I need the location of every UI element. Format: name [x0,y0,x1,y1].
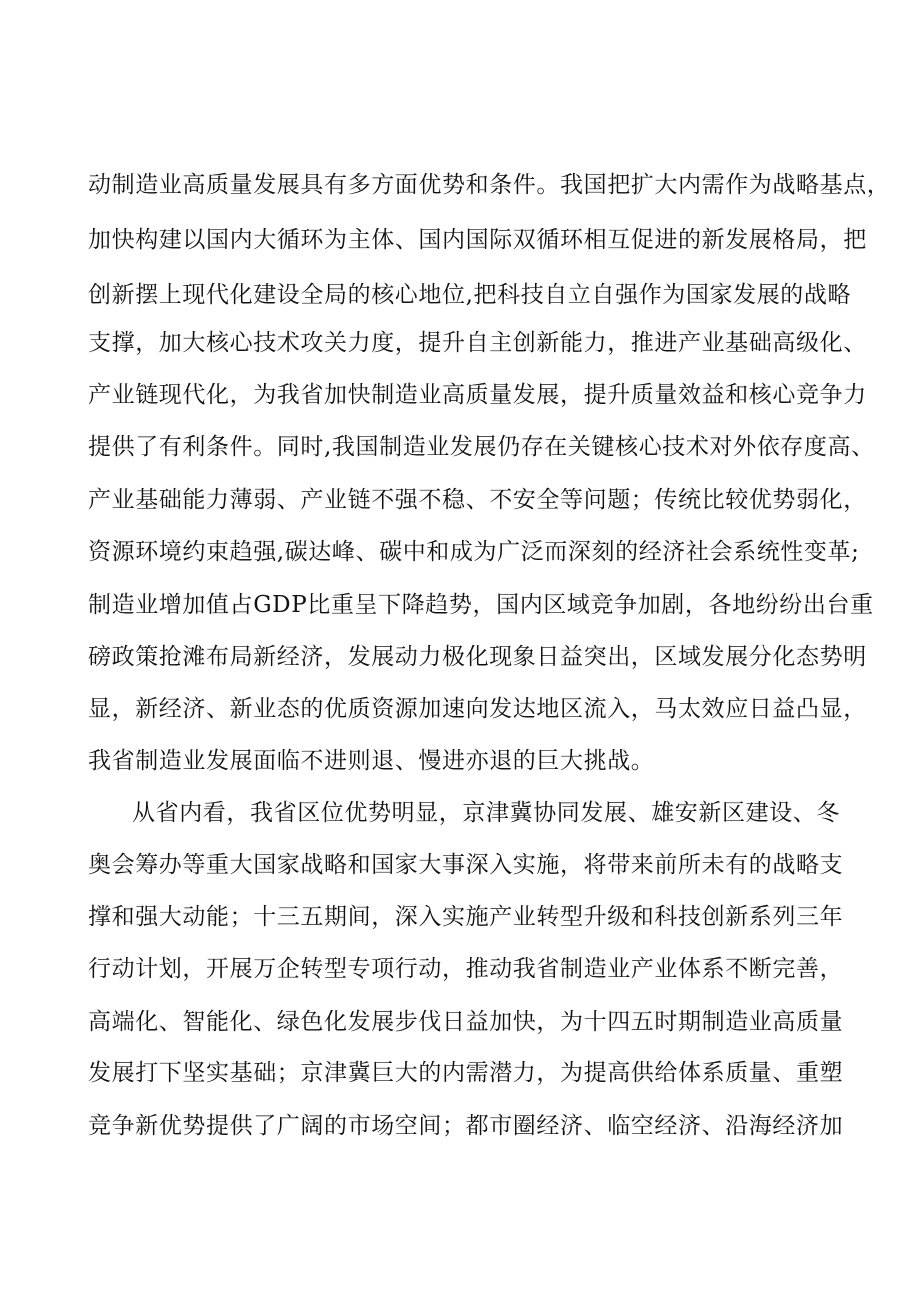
paragraph-1-line-11: 显，新经济、新业态的优质资源加速向发达地区流入，马太效应日益凸显， [88,696,867,722]
paragraph-1-line-4: 支撑，加大核心技术攻关力度，提升自主创新能力，推进产业基础高级化、 [88,330,867,356]
paragraph-1-line-10: 磅政策抢滩布局新经济，发展动力极化现象日益突出，区域发展分化态势明 [88,644,867,670]
paragraph-1-line-6: 提供了有利条件。同时,我国制造业发展仍存在关键核心技术对外依存度高、 [88,434,875,460]
paragraph-2-line-5: 高端化、智能化、绿色化发展步伐日益加快，为十四五时期制造业高质量 [88,1009,844,1035]
paragraph-2-line-6: 发展打下坚实基础；京津冀巨大的内需潜力，为提高供给体系质量、重塑 [88,1060,844,1086]
paragraph-1-line-7: 产业基础能力薄弱、产业链不强不稳、不安全等问题；传统比较优势弱化， [88,487,867,513]
paragraph-1-line-2: 加快构建以国内大循环为主体、国内国际双循环相互促进的新发展格局，把 [88,227,867,253]
paragraph-2-line-4: 行动计划，开展万企转型专项行动，推动我省制造业产业体系不断完善， [88,956,844,982]
paragraph-1-line-8: 资源环境约束趋强,碳达峰、碳中和成为广泛而深刻的经济社会系统性变革; [88,539,860,565]
paragraph-2-line-7: 竞争新优势提供了广阔的市场空间；都市圈经济、临空经济、沿海经济加 [88,1113,844,1139]
paragraph-2-line-2: 奥会筹办等重大国家战略和国家大事深入实施，将带来前所未有的战略支 [88,852,844,878]
paragraph-1-line-5: 产业链现代化，为我省加快制造业高质量发展，提升质量效益和核心竞争力 [88,382,867,408]
paragraph-2-line-1: 从省内看，我省区位优势明显，京津冀协同发展、雄安新区建设、冬 [132,800,840,826]
paragraph-1-line-3: 创新摆上现代化建设全局的核心地位,把科技自立自强作为国家发展的战略 [88,282,852,308]
paragraph-1-line-12: 我省制造业发展面临不进则退、慢进亦退的巨大挑战。 [88,748,655,774]
paragraph-1-line-1: 动制造业高质量发展具有多方面优势和条件。我国把扩大内需作为战略基点， [88,172,891,198]
paragraph-2-line-3: 撑和强大动能；十三五期间，深入实施产业转型升级和科技创新系列三年 [88,904,844,930]
paragraph-1-line-9: 制造业增加值占GDP比重呈下降趋势，国内区域竞争加剧，各地纷纷出台重 [88,592,874,618]
